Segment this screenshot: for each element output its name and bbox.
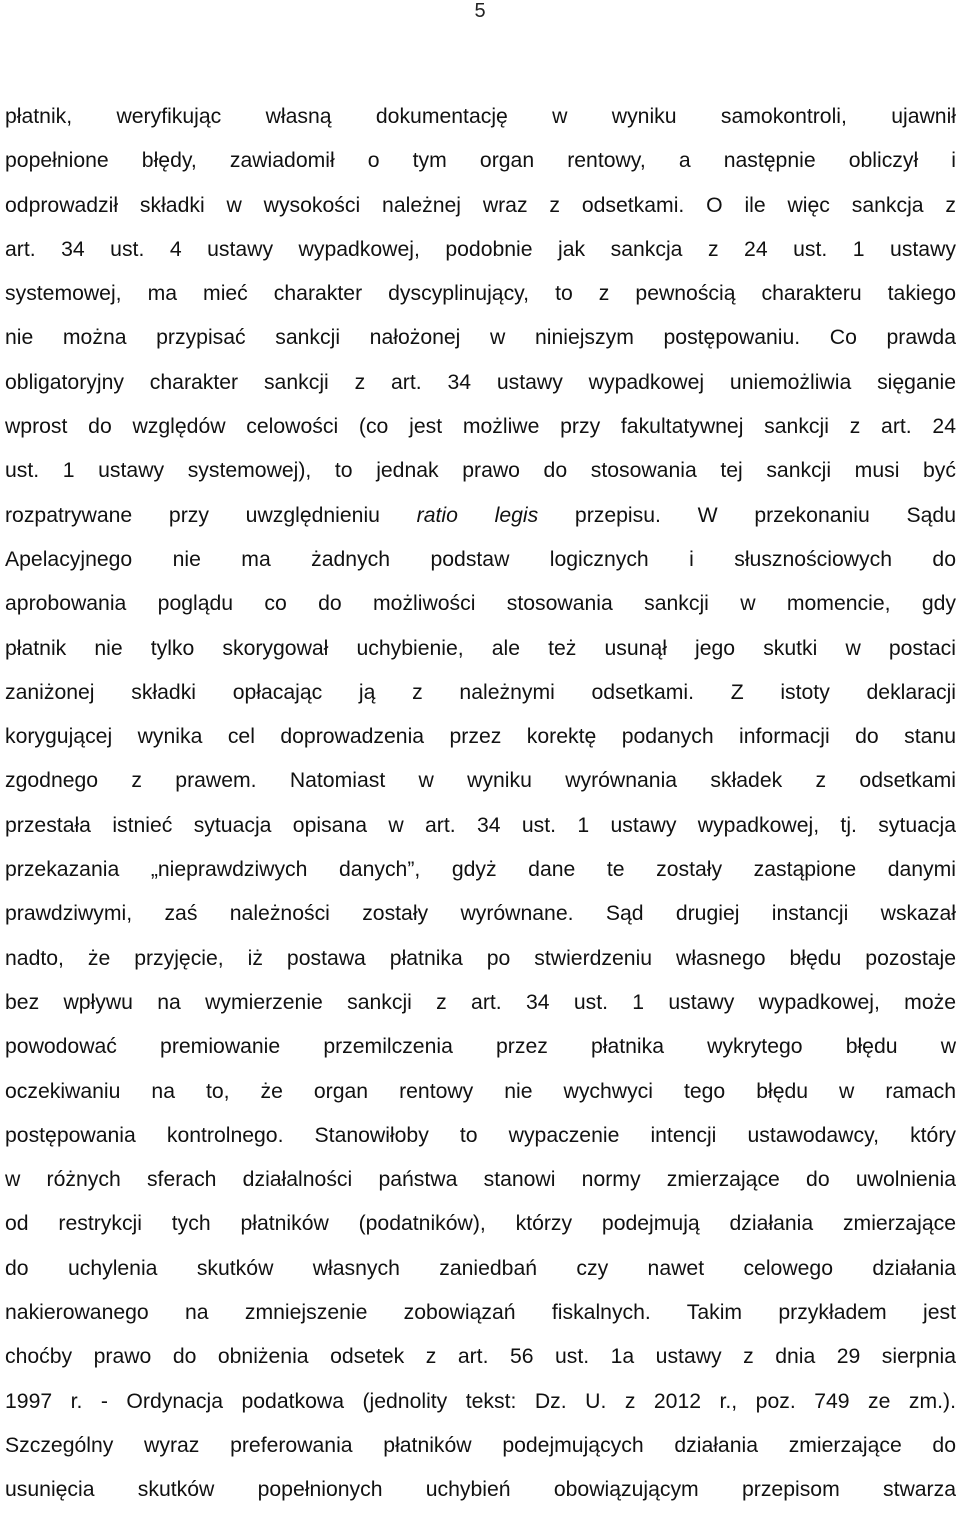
text-line: przestała istnieć sytuacja opisana w art. 34 ust. 1 ustawy wypadkowej, tj. sytuacja — [5, 813, 956, 837]
text-line: płatnik nie tylko skorygował uchybienie, ale też usunął jego skutki w postaci — [5, 636, 956, 660]
text-line: ust. 1 ustawy systemowej), to jednak prawo do stosowania tej sankcji musi być — [5, 459, 956, 483]
text-line: odprowadził składki w wysokości należnej wraz z odsetkami. O ile więc sankcja z — [5, 193, 956, 217]
text-line: aprobowania poglądu co do możliwości stosowania sankcji w momencie, gdy — [5, 592, 956, 616]
text-line: choćby prawo do obniżenia odsetek z art. 56 ust. 1a ustawy z dnia 29 sierpnia — [5, 1345, 956, 1369]
text-line: zgodnego z prawem. Natomiast w wyniku wyrównania składek z odsetkami — [5, 769, 956, 793]
text-segment: przepisu. W przekonaniu Sądu — [538, 503, 956, 527]
text-line-with-italic — [5, 494, 956, 538]
text-line: Szczególny wyraz preferowania płatników podejmujących działania zmierzające do — [5, 1433, 956, 1457]
page-number: 5 — [474, 0, 486, 22]
text-line: 1997 r. - Ordynacja podatkowa (jednolity tekst: Dz. U. z 2012 r., poz. 749 ze zm.). — [5, 1389, 956, 1413]
text-line: obligatoryjny charakter sankcji z art. 34 ustawy wypadkowej uniemożliwia sięganie — [5, 370, 956, 394]
text-line: nakierowanego na zmniejszenie zobowiązań fiskalnych. Takim przykładem jest — [5, 1301, 956, 1325]
text-line: bez wpływu na wymierzenie sankcji z art. 34 ust. 1 ustawy wypadkowej, może — [5, 990, 956, 1014]
text-line: powodować premiowanie przemilczenia przez płatnika wykrytego błędu w — [5, 1035, 956, 1059]
text-line: do uchylenia skutków własnych zaniedbań czy nawet celowego działania — [5, 1256, 956, 1280]
text-segment: rozpatrywane przy uwzględnieniu — [5, 503, 417, 527]
text-line: Apelacyjnego nie ma żadnych podstaw logicznych i słusznościowych do — [5, 547, 956, 571]
text-line: oczekiwaniu na to, że organ rentowy nie wychwyci tego błędu w ramach — [5, 1079, 956, 1103]
text-line: zaniżonej składki opłacając ją z należnymi odsetkami. Z istoty deklaracji — [5, 680, 956, 704]
text-line: popełnione błędy, zawiadomił o tym organ rentowy, a następnie obliczył i — [5, 149, 956, 173]
italic-phrase: ratio legis — [416, 503, 539, 527]
text-line: nadto, że przyjęcie, iż postawa płatnika po stwierdzeniu własnego błędu pozostaje — [5, 946, 956, 970]
text-line: usunięcia skutków popełnionych uchybień obowiązującym przepisom stwarza — [5, 1478, 956, 1502]
body-text — [5, 95, 956, 1513]
text-line: nie można przypisać sankcji nałożonej w niniejszym postępowaniu. Co prawda — [5, 326, 956, 350]
text-line: przekazania „nieprawdziwych danych”, gdyż dane te zostały zastąpione danymi — [5, 858, 956, 882]
text-line: korygującej wynika cel doprowadzenia przez korektę podanych informacji do stanu — [5, 725, 956, 749]
text-line: wprost do względów celowości (co jest możliwe przy fakultatywnej sankcji z art. 24 — [5, 415, 956, 439]
text-line: płatnik, weryfikując własną dokumentację w wyniku samokontroli, ujawnił — [5, 105, 956, 128]
text-line: w różnych sferach działalności państwa stanowi normy zmierzające do uwolnienia — [5, 1168, 956, 1192]
text-line: systemowej, ma mieć charakter dyscyplinujący, to z pewnością charakteru takiego — [5, 282, 956, 306]
text-line: prawdziwymi, zaś należności zostały wyrównane. Sąd drugiej instancji wskazał — [5, 902, 956, 926]
text-line: postępowania kontrolnego. Stanowiłoby to wypaczenie intencji ustawodawcy, który — [5, 1123, 956, 1147]
text-line: od restrykcji tych płatników (podatników), którzy podejmują działania zmierzające — [5, 1212, 956, 1236]
text-line: art. 34 ust. 4 ustawy wypadkowej, podobnie jak sankcja z 24 ust. 1 ustawy — [5, 237, 956, 261]
